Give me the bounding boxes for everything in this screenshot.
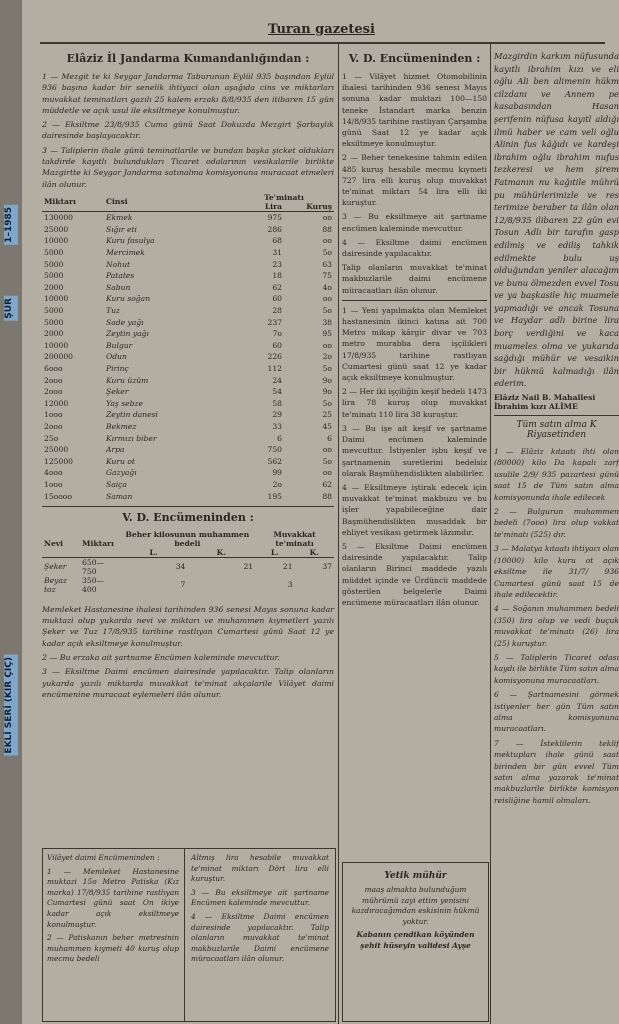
cell-kurus: 63 [322, 259, 332, 269]
notice-title: Yetik mühür [384, 871, 447, 881]
col-muv-k: K. [309, 547, 319, 557]
table-row [42, 397, 334, 409]
table-row [42, 490, 334, 502]
box-left-paragraph: 1 — Memleket Hastanesine muktazi 15o Metro Patiska (Kız marka) 17/8/935 tarihine rastlıyan Cumartesi günü saat On ikiye kadar açık eksiltmeye konulmuştur. [47, 866, 179, 929]
cell: 21 [243, 562, 254, 572]
box-right-paragraph: Altmış lira hesabile muvakkat te'minat miktarı Dört lira elli kuruştur. [191, 853, 329, 884]
cell-miktar: 25000 [44, 445, 69, 455]
table-row [42, 247, 334, 259]
cell-lira: 60 [272, 294, 282, 304]
cell-kurus: oo [322, 236, 332, 246]
col-miktar: Miktarı [44, 197, 76, 207]
table-row [42, 293, 334, 305]
cell-lira: 68 [272, 236, 282, 246]
cell-kurus: 38 [322, 317, 332, 327]
box-right [191, 853, 329, 968]
table-row [42, 374, 334, 386]
cell-cinsi: Sığır eti [106, 224, 137, 234]
cell-kurus: oo [322, 445, 332, 455]
cell-cinsi: Zeytin danesi [106, 410, 158, 420]
cell-lira: 237 [267, 317, 282, 327]
vd-b-paragraph: Talip olanların muvakkat te'minat makbuzlarile daimi encümene müracaatları ilân olunur. [342, 263, 487, 295]
cell: 7 [180, 580, 186, 590]
col-teminat: Te'minatı [264, 192, 304, 202]
table-row [42, 557, 334, 576]
table-row [42, 444, 334, 456]
vd-b-paragraph: 2 — Beher tenekesine tahmin edilen 485 kuruş hesabile mecmu kıymeti 727 lira elli kuruş olup muvakkat te'minat miktarı 54 lira elli iki kuruştur. [342, 153, 487, 208]
cell-miktar: 2000 [44, 282, 64, 292]
col-cinsi: Cinsi [106, 197, 128, 207]
column-divider-2 [490, 44, 491, 1024]
table-row [42, 224, 334, 236]
vd-b-paragraph: 2 — Her iki işçiliğin keşif bedeli 1473 lira 78 kuruş olup muvakkat te'minatı 110 lira 38 kuruştur. [342, 387, 487, 419]
jandarma-paragraph: 1 — Mezgit te ki Seygar Jandarma Taburunun Eylül 935 başından Eylül 936 başına kadar bir senelik ihtiyaci olan aşağıda cins ve miktarları muvakkat teminatları gazılı 25 kalem erzakı 8/8/935 den itibaren 15 gün müddetle ve açık usul ile eksiltmeye konulmuştur. [42, 72, 334, 115]
table-row [42, 479, 334, 491]
vd-a-paragraph: 2 — Bu erzaka ait şartname Encümen kaleminde mevcuttur. [42, 653, 280, 662]
cell-lira: 62 [272, 282, 282, 292]
table-row [42, 305, 334, 317]
cell-lira: 286 [267, 224, 282, 234]
cell-kurus: 5o [322, 363, 332, 373]
box-right-paragraph: 4 — Eksiltme Daimi encümen dairesinde yapılacaktır. Talip olanların muvakkat te'minat makbuzlarile Daimi encümene müracaatları ilân olunur. [191, 911, 329, 964]
cell-cinsi: Kuru ot [106, 456, 135, 466]
notice-footer: Kabanın çendikan köyünden şehit hüseyin validesi Ayşe [356, 930, 475, 950]
cell-cinsi: Odun [106, 352, 127, 362]
cell-miktar: 2ooo [44, 421, 63, 431]
cell-cinsi: Arpa [106, 445, 125, 455]
table-row [42, 235, 334, 247]
cell-kurus: 2o [322, 352, 332, 362]
table-row [42, 421, 334, 433]
col-beher-l: L. [149, 547, 158, 557]
cell-miktar: 25o [44, 433, 59, 443]
cell-lira: 54 [272, 387, 282, 397]
cell-kurus: 9o [322, 387, 332, 397]
cell-lira: 6 [277, 433, 282, 443]
cell-miktar: 200000 [44, 352, 73, 362]
vd-b-paragraph: 4 — Eksiltmeye iştirak edecek için muvakkat te'minat makbuzu ve bu işler yapabileceğine dair Başmühendislikten musaddak bir ehliyet vesikası getirmek lâzımdır. [342, 482, 487, 537]
cell-kurus: oo [322, 340, 332, 350]
cell-miktar: 25000 [44, 224, 69, 234]
cell-kurus: 5o [322, 398, 332, 408]
provisions-body [42, 211, 334, 501]
cell: 650—750 [82, 557, 105, 576]
cell-lira: 2o [272, 479, 282, 489]
cell-cinsi: Sade yağı [106, 317, 144, 327]
jandarma-paragraph: 2 — Eksiltme 23/8/935 Cuma günü Saat Dokuzda Mezgirt Şarbaylık dairesinde başlayacaktır. [42, 120, 334, 141]
cell-kurus: oo [322, 468, 332, 478]
table-row [42, 328, 334, 340]
table-row [42, 386, 334, 398]
cell-kurus: 88 [322, 491, 332, 501]
cell-lira: 24 [272, 375, 282, 385]
cell-kurus: 9o [322, 375, 332, 385]
col-muv-l: L. [270, 547, 279, 557]
jandarma-title: Elâziz İl Jandarma Kumandanlığından : [66, 52, 310, 65]
col-nevi: Nevi [44, 538, 64, 548]
vd-b-title: V. D. Encümeninden : [348, 52, 481, 65]
tum-paragraph: 3 — Malatya kıtaatı ihtiyacı olan (10000) kilo kuru ot açık eksiltme ile 31/7/ 936 Cumartesi günü saat 15 de ihale edilecektir. [494, 544, 619, 599]
signature: Elâziz Nail B. Mahallesi İbrahim kızı ALİME [494, 393, 596, 412]
table-row [42, 409, 334, 421]
year-stamp: 1–1985 [4, 205, 18, 245]
cell-cinsi: Kuru soğan [106, 294, 151, 304]
divider [42, 506, 334, 507]
table-row [42, 211, 334, 223]
cell-lira: 562 [267, 456, 282, 466]
col-beher-k: K. [216, 547, 226, 557]
cell-cinsi: Mercimek [106, 248, 145, 258]
vd-b-paragraph: 4 — Eksiltme daimi encümen dairesinde yapılacaktır. [342, 237, 487, 259]
cell-miktar: 130000 [44, 213, 73, 223]
tum-paragraph: 2 — Bulgurun muhammen bedeli (7ooo) lira olup vakkat te'minatı (525) dır. [494, 507, 619, 539]
cell-cinsi: Yaş sebze [106, 398, 144, 408]
cell-miktar: 5000 [44, 248, 64, 258]
box-left-paragraph: Vilâyet daimi Encümeninden : [47, 853, 160, 862]
cell-cinsi: Kuru fasulya [106, 236, 155, 246]
cell: Beyaz toz [44, 575, 67, 594]
page-gutter [0, 0, 22, 1024]
cell-lira: 7o [272, 329, 282, 339]
column-right [494, 50, 619, 1020]
cell-lira: 18 [272, 271, 282, 281]
col-muvakkat: Muvakkat te'minatı [273, 529, 316, 548]
cell-kurus: 4o [322, 282, 332, 292]
cell-kurus: 25 [322, 410, 332, 420]
cell-kurus: 5o [322, 456, 332, 466]
cell-cinsi: Ekmek [106, 213, 133, 223]
cell-cinsi: Patates [106, 271, 135, 281]
table-row [42, 432, 334, 444]
cell-cinsi: Bekmez [106, 421, 137, 431]
column-middle [342, 50, 487, 611]
cell-lira: 31 [272, 248, 282, 258]
table-row [42, 258, 334, 270]
cell: 350—400 [82, 575, 105, 594]
column-divider-1 [338, 44, 339, 1024]
header-rule [40, 42, 605, 44]
cell-lira: 112 [267, 363, 282, 373]
cell-kurus: 6 [327, 433, 332, 443]
sugar-table [42, 530, 334, 594]
col-lira: Lira [264, 201, 282, 211]
cell-miktar: 2ooo [44, 375, 63, 385]
table-row [42, 455, 334, 467]
cell-lira: 58 [272, 398, 282, 408]
cell-miktar: 5000 [44, 317, 64, 327]
cell-miktar: 4ooo [44, 468, 63, 478]
vd-a-paragraph: 3 — Eksiltme Daimi encümen dairesinde yapılacaktır. Talip olanların yukarda yazılı miktarda muvakkat te'minat akçalarile Vilâyet daimi encümenine muracaat eylemeleri ilân olunur. [42, 667, 334, 699]
table-row [42, 316, 334, 328]
cell-lira: 60 [272, 340, 282, 350]
cell-kurus: oo [322, 213, 332, 223]
cell-lira: 28 [272, 306, 282, 316]
provisions-table [42, 193, 334, 502]
cell-lira: 195 [267, 491, 282, 501]
vd-a-paragraph: Memleket Hastanesine ihalesi tarihinden 936 senesi Mayıs sonuna kadar muktazi olup yukarda nevi ve miktarı ve muhammen kıymetleri yazılı Şeker ve Tuz 17/8/935 tarihine rastlıyan Cumartesi günü Saat 12 ye kadar açık eksiltmeye konulmuştur. [42, 604, 334, 648]
cell-lira: 23 [272, 259, 282, 269]
box-left-paragraph: 2 — Patiskanın beher metresinin muhammen kıymeti 40 kuruş olup mecmu bedeli [47, 933, 179, 964]
cell-kurus: oo [322, 294, 332, 304]
cell-cinsi: Şeker [106, 387, 129, 397]
cell-cinsi: Zeytin yağı [106, 329, 149, 339]
vd-b-paragraph: 1 — Vilâyet hizmet Otomobilinin ihalesi tarihinden 936 senesi Mayıs sonuna kadar muktazi 100—150 teneke İstandart marka benzin 14/8/935 tarihine rastlıyan Çarşamba günü Saat 12 ye kadar açık eksiltmeye konulmuştur. [342, 72, 487, 149]
vd-b-paragraph: 1 — Yeni yapılmakta olan Memleket hastanesinin ikinci katına ait 700 Metro mikap kârgir divar ve 703 metro murabba dera işçilikleri 17/8/935 tarihine rastlıyan Cumartesi günü saat 12 ye kadar açık eksiltmeye konulmuştur. [342, 305, 487, 383]
newspaper-title: Turan gazetesi [268, 22, 375, 37]
tum-paragraph: 4 — Soğanın muhammen bedeli (350) lira olup ve vedi buçuk muvakkat te'minatı (26) lira (25) kuruştur. [494, 604, 619, 648]
table-row [42, 467, 334, 479]
cell-cinsi: Sabun [106, 282, 131, 292]
lost-seal-notice [342, 862, 489, 1022]
series-stamp: EKLİ SERİ (KIR ÇIÇ) [4, 655, 18, 756]
col-kurus: Kuruş [306, 201, 332, 211]
cell [295, 576, 334, 594]
cell-cinsi: Bulgur [106, 340, 133, 350]
table-row [42, 340, 334, 352]
boxed-notice [42, 848, 336, 1022]
cell: 37 [322, 562, 332, 572]
tum-paragraph: 7 — İsteklilerin teklif mektupları ihale günü saat birinden bir gün evvel Tüm satın alma yazarak te'minat makbuzlarile birlikte komisyon reisliğine hamil olmaları. [494, 738, 619, 805]
vd-b-paragraph: 5 — Eksiltme Daimi encümen dairesinde yapılacaktır. Talip olanların Birinci maddede yazılı müddet içinde ve Ürdüncü maddede gösterilen belgelerle Daimi encümene müracaatları ilân olunur. [342, 541, 487, 607]
cell-kurus: 75 [322, 271, 332, 281]
cell-cinsi: Tuz [106, 306, 120, 316]
cell-kurus: 5o [322, 248, 332, 258]
divider [342, 300, 487, 301]
cell-lira: 226 [267, 352, 282, 362]
cell-lira: 29 [272, 410, 282, 420]
cell-miktar: 10000 [44, 294, 69, 304]
cell-miktar: 1ooo [44, 479, 63, 489]
box-divider [184, 849, 185, 1021]
sur-stamp: ŞUR [4, 296, 18, 321]
cell-miktar: 5000 [44, 306, 64, 316]
cell-kurus: 5o [322, 306, 332, 316]
table-row [42, 576, 334, 594]
cell-miktar: 2ooo [44, 387, 63, 397]
cell-kurus: 45 [322, 421, 332, 431]
tum-paragraph: 6 — Şartnamesini görmek istiyenler her gün Tüm satın alma komisyonuna muracaatları. [494, 690, 619, 734]
cell-cinsi: Nohut [106, 259, 131, 269]
cell-cinsi: Saman [106, 491, 133, 501]
notice-body: maaş almakta bulunduğum mührümü zayi ettim yenisini kazdıracağımdan eskisinin hükmü yoktur. [351, 885, 480, 926]
colc-paragraph: Mazgirdin karkım nüfusunda kayıtlı ibrahim kızı ve eli oğlu Ali ben alimenin hükm cilzdanı ve Annem pe kasabasından Hasan şerifenin nüfusa kayıtl aldığı ilmü haber ve cam veli oğlu Alinin fus kâğıdı ve kardeşi ibrahim oğlu ibrahim nufus tezkeresi ve hem şirem Fatmanın nu kağıtile mührü pu mühürlerimizle ve res terimize beraber ta ilân olan 12/8/935 ilibaren 22 gün evi Tosun Adlı bir tarafın gasp edilmiş ve ediliş tahkik edilmekte bulu uş olduğundan yeniler alacağım ve bunu ölmezden evvel Tosu ve ya başkasile hiç muamele yapmadığı ve ancak Tosuna ve Haydar adlı birine lira borç verdiğini ve kaca muameles olma ve yukarıda sağdığı mühür ve vesaikin bir hükmü kalmadığı ilân ederim. [494, 51, 619, 389]
box-right-paragraph: 3 — Bu eksiltmeye ait şartname Encümen kaleminde mevcuttur. [191, 887, 329, 908]
cell: Şeker [44, 562, 67, 572]
vd-b-paragraph: 3 — Bu eksiltmeye ait şartname encümen kaleminde mevcuttur. [342, 212, 487, 233]
divider [494, 415, 619, 416]
tum-title: Tüm satın alma K Riyasetinden [516, 420, 597, 441]
column-left [42, 50, 334, 703]
tum-paragraph: 5 — Taliplerin Ticaret odası kaydı ile birlikte Tüm satın alma komisyonuna muracaatları. [494, 652, 619, 685]
cell-miktar: 5000 [44, 271, 64, 281]
box-left [47, 853, 179, 968]
cell-cinsi: Kuru üzüm [106, 375, 149, 385]
cell-miktar: 6ooo [44, 363, 63, 373]
cell: 21 [282, 562, 293, 572]
cell-cinsi: Kırmızı biber [106, 433, 157, 443]
table-row [42, 282, 334, 294]
col-miktari: Miktarı [82, 538, 114, 548]
jandarma-paragraph: 3 — Taliplerin ihale günü teminatlarile ve bundan başka şicket oldukları takdirde kayıtlı bulundukları Ticaret odalarının vesikalarile birlikte Mazgirtte ki Seygar Jandarma satınalma komisyonuna muracaat etmeleri ilân olunur. [42, 145, 334, 189]
cell-miktar: 5000 [44, 259, 64, 269]
cell-kurus: 62 [322, 479, 332, 489]
table-row [42, 270, 334, 282]
cell-miktar: 2000 [44, 329, 64, 339]
cell-kurus: 88 [322, 224, 332, 234]
cell-cinsi: Pirinç [106, 363, 129, 373]
cell-miktar: 15oooo [44, 491, 72, 501]
cell: 34 [175, 562, 186, 572]
cell-miktar: 1ooo [44, 410, 63, 420]
cell [187, 576, 255, 594]
cell-miktar: 10000 [44, 236, 69, 246]
cell-miktar: 12000 [44, 398, 69, 408]
table-row [42, 363, 334, 375]
table-row [42, 351, 334, 363]
cell-cinsi: Saiça [106, 479, 127, 489]
cell-lira: 750 [267, 445, 282, 455]
cell-miktar: 10000 [44, 340, 69, 350]
cell: 3 [287, 580, 293, 590]
vd-a-title: V. D. Encümeninden : [122, 510, 254, 524]
cell-miktar: 125000 [44, 456, 73, 466]
cell-cinsi: Gazyağı [106, 468, 137, 478]
vd-b-paragraph: 3 — Bu işe ait keşif ve şartname Daimi encümen kaleminde mevcuttur. İstiyenler işbu keşif ve şartnamenin suretlerini bedelsiz olarak Başmühendislikten alabilirler. [342, 423, 487, 478]
cell-lira: 975 [267, 213, 282, 223]
cell-kurus: 95 [322, 329, 332, 339]
tum-paragraph: 1 — Elâziz kıtaatı ihti olan (80000) kilo Da kapalı zarf usulile 2/9/ 935 pazartesi günü saat 15 de Tüm satın alma komisyonunda ihale edilecek [494, 447, 619, 502]
cell-lira: 33 [272, 421, 282, 431]
col-beher: Beher kilosunun muhammen bedeli [125, 529, 250, 548]
cell-lira: 99 [272, 468, 282, 478]
